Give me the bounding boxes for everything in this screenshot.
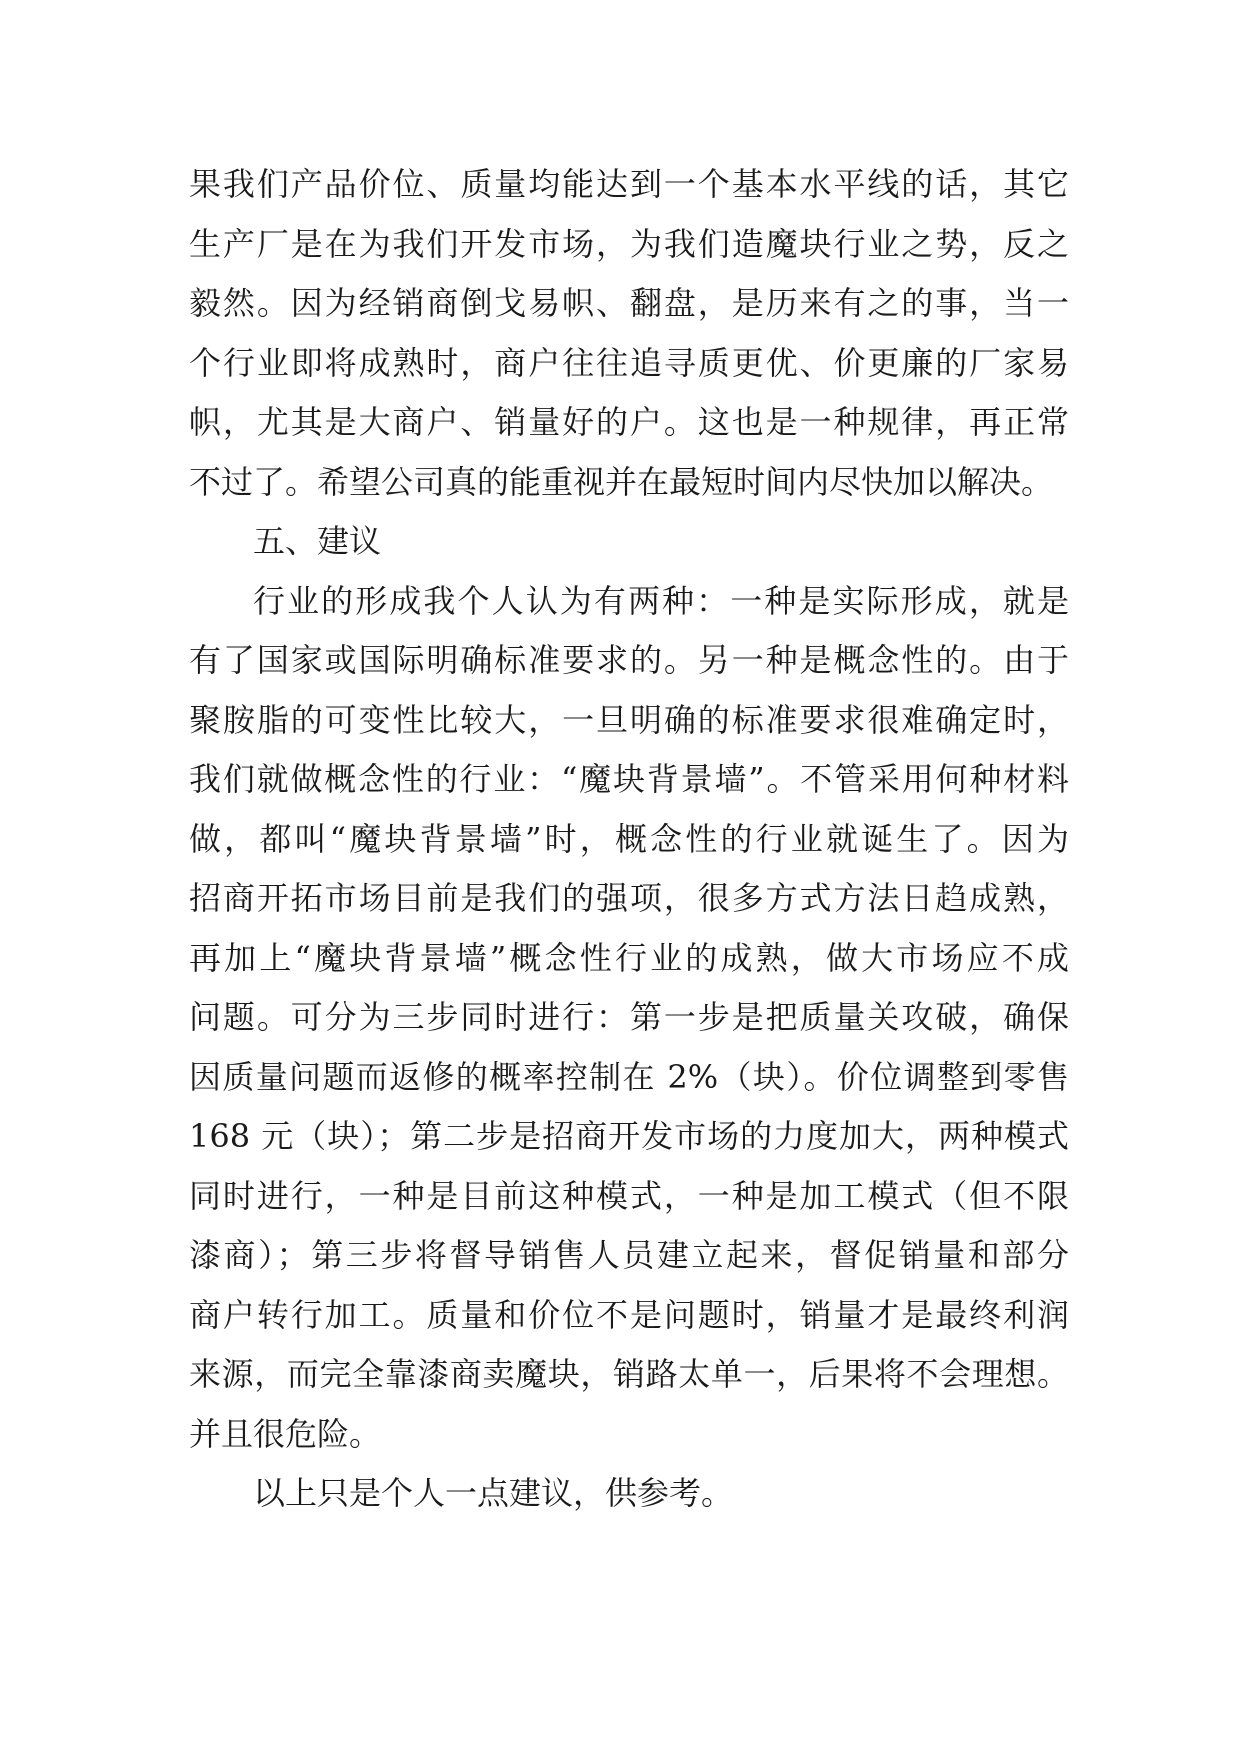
paragraph-line: 我们就做概念性的行业：“魔块背景墙”。不管采用何种材料 — [189, 760, 1069, 798]
paragraph-line: 商户转行加工。质量和价位不是问题时，销量才是最终利润 — [189, 1295, 1069, 1334]
paragraph-line: 再加上“魔块背景墙”概念性行业的成熟，做大市场应不成 — [189, 938, 1069, 977]
paragraph-line: 168 元（块）；第二步是招商开发市场的力度加大，两种模式 — [189, 1117, 1069, 1155]
paragraph-line: 聚胺脂的可变性比较大，一旦明确的标准要求很难确定时， — [189, 700, 1069, 739]
paragraph-line: 来源，而完全靠漆商卖魔块，销路太单一，后果将不会理想。 — [189, 1355, 1069, 1393]
paragraph-line: 因质量问题而返修的概率控制在 2%（块）。价位调整到零售 — [189, 1057, 1069, 1096]
paragraph-line: 问题。可分为三步同时进行：第一步是把质量关攻破，确保 — [189, 998, 1069, 1036]
section-heading: 五、建议 — [253, 522, 382, 560]
paragraph-line: 有了国家或国际明确标准要求的。另一种是概念性的。由于 — [189, 641, 1069, 679]
paragraph-line: 行业的形成我个人认为有两种：一种是实际形成，就是 — [253, 581, 1069, 620]
paragraph-line: 果我们产品价位、质量均能达到一个基本水平线的话，其它 — [189, 165, 1069, 203]
paragraph-line: 漆商）；第三步将督导销售人员建立起来，督促销量和部分 — [189, 1236, 1069, 1274]
closing-line: 以上只是个人一点建议，供参考。 — [253, 1474, 734, 1512]
paragraph-line: 个行业即将成熟时，商户往往追寻质更优、价更廉的厂家易 — [189, 343, 1069, 382]
paragraph-line: 并且很危险。 — [189, 1414, 382, 1453]
paragraph-line: 同时进行，一种是目前这种模式，一种是加工模式（但不限 — [189, 1176, 1069, 1215]
paragraph-line: 做，都叫“魔块背景墙”时，概念性的行业就诞生了。因为 — [189, 819, 1069, 858]
document-body — [189, 155, 1069, 1524]
paragraph-line: 生产厂是在为我们开发市场，为我们造魔块行业之势，反之 — [189, 224, 1069, 263]
paragraph-line: 毅然。因为经销商倒戈易帜、翻盘，是历来有之的事，当一 — [189, 284, 1069, 322]
paragraph-line: 帜，尤其是大商户、销量好的户。这也是一种规律，再正常 — [189, 403, 1069, 441]
paragraph-line: 招商开拓市场目前是我们的强项，很多方式方法日趋成熟， — [189, 879, 1069, 917]
paragraph-line: 不过了。希望公司真的能重视并在最短时间内尽快加以解决。 — [189, 462, 1054, 501]
